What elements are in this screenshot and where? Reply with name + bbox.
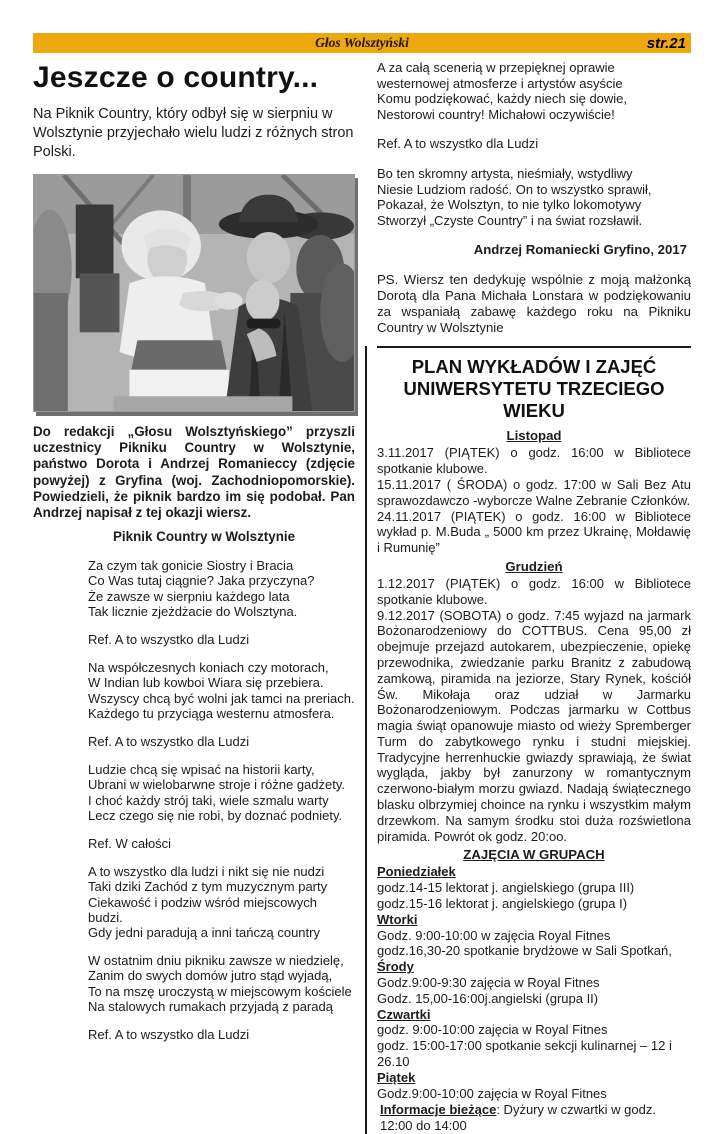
poem-line: Pokazał, że Wolsztyn, to nie tylko lokomotywy: [377, 197, 642, 213]
poem-line: Ref. A to wszystko dla Ludzi: [88, 1027, 250, 1043]
group-item: Godz.9:00-9:30 zajęcia w Royal Fitnes: [377, 975, 600, 991]
poem-refrain: [88, 1027, 355, 1042]
poem-line: I choć każdy strój taki, wiele szmalu warty: [88, 792, 329, 808]
poem-line: Tak licznie zjeżdżacie do Wolsztyna.: [88, 603, 298, 619]
page-number: str.21: [646, 34, 686, 52]
info-text: : Dyżury w czwartki w godz. 12:00 do 14:00: [380, 1102, 656, 1134]
page-header-bar: [33, 33, 691, 53]
group-item: godz.16,30-20 spotkanie brydżowe w Sali Spotkań,: [377, 943, 672, 959]
day-heading-poniedzialek: Poniedziałek: [377, 864, 456, 880]
plan-item: 3.11.2017 (PIĄTEK) o godz. 16:00 w Bibliotece spotkanie klubowe.: [377, 445, 691, 477]
poem-line: Zanim do swych domów jutro stąd wyjadą,: [88, 968, 333, 984]
poem-line: westernowej atmosferze i artystów asyście: [377, 75, 623, 91]
right-column: [377, 57, 691, 1134]
poem-refrain: [88, 836, 355, 851]
day-heading-wtorki: Wtorki: [377, 911, 418, 927]
plan-section: [377, 346, 691, 1134]
poem-stanza: [88, 864, 355, 940]
author-place-year: Gryfino, 2017: [603, 242, 687, 258]
plan-title-line: PLAN WYKŁADÓW I ZAJĘĆ: [411, 356, 657, 378]
poem-line: W Indian lub kowboi Wiara się przebiera.: [88, 675, 324, 691]
poem-line: To na mszę uroczystą w miejscowym kościele: [88, 983, 352, 999]
month-heading-grudzien: Grudzień: [505, 558, 563, 574]
group-item: Godz. 9:00-10:00 w zajęcia Royal Fitnes: [377, 927, 611, 943]
newspaper-title: Głos Wolsztyński: [315, 35, 409, 50]
info-label: Informacje bieżące: [380, 1102, 497, 1118]
day-heading-srody: Środy: [377, 959, 414, 975]
poem-line: Ref. A to wszystko dla Ludzi: [88, 734, 250, 750]
poem-line: Za czym tak gonicie Siostry i Bracia: [88, 558, 294, 574]
plan-item: 24.11.2017 (PIĄTEK) o godz. 16:00 w Bibliotece wykład p. M.Buda „ 5000 km przez Ukrainę, Mołdawię i Rumunię”: [377, 508, 691, 556]
plan-item: 15.11.2017 ( ŚRODA) o godz. 17:00 w Sali Bez Atu sprawozdawczo -wyborcze Walne Zebranie Członków.: [377, 476, 691, 508]
poem-line: Ref. W całości: [88, 836, 172, 852]
poem-line: Lecz czego się nie robi, by doznać podniety.: [88, 807, 343, 823]
group-item: Godz. 15,00-16:00j.angielski (grupa II): [377, 990, 599, 1006]
poem-line: Że zawsze w sierpniu każdego lata: [88, 588, 290, 604]
poem-refrain: [88, 632, 355, 647]
poem-line: W ostatnim dniu pikniku zawsze w niedzielę,: [88, 953, 344, 969]
postscript: PS. Wiersz ten dedykuję wspólnie z moją małżonką Dorotą dla Pana Michała Lonstara w podziękowaniu za wspaniałą zabawę każdego roku na Pikniku Country w Wolsztynie: [377, 272, 691, 336]
author-name: Andrzej Romaniecki: [473, 242, 600, 258]
poem-line: Na współczesnych koniach czy motorach,: [88, 660, 329, 676]
left-column: [33, 57, 355, 1043]
group-item: Godz.9:00-10:00 zajęcia w Royal Fitnes: [377, 1085, 607, 1101]
poem-refrain: [88, 734, 355, 749]
author-signature: [377, 242, 687, 258]
day-heading-piatek: Piątek: [377, 1069, 416, 1085]
poem-line: Na stalowych rumakach przyjadą z paradą: [88, 998, 333, 1014]
group-item: godz.15-16 lektorat j. angielskiego (grupa I): [377, 896, 628, 912]
poem-line: Nestorowi country! Michałowi oczywiście!: [377, 106, 615, 122]
poem-stanza: [377, 60, 691, 122]
poem-line: Każdego tu przyciąga westernu atmosfera.: [88, 705, 335, 721]
groups-heading: ZAJĘCIA W GRUPACH: [463, 847, 605, 863]
poem-line: Ref. A to wszystko dla Ludzi: [88, 632, 250, 648]
poem-line: Niesie Ludziom radość. On to wszystko sprawił,: [377, 181, 652, 197]
current-info-line: [377, 1102, 691, 1134]
group-item: godz.14-15 lektorat j. angielskiego (grupa III): [377, 880, 635, 896]
poem-line: Taki dziki Zachód z tym muzycznym party: [88, 879, 328, 895]
poem-stanza: [377, 166, 691, 228]
poem-stanza: [88, 660, 355, 721]
plan-title-line: UNIWERSYTETU TRZECIEGO WIEKU: [403, 378, 665, 422]
poem-line: A za całą scenerią w przepięknej oprawie: [377, 60, 615, 75]
poem-line: A to wszystko dla ludzi i nikt się nie nudzi: [88, 864, 325, 880]
poem-stanza: [88, 558, 355, 619]
poem-line: Stworzył „Czyste Country” i na świat rozsławił.: [377, 212, 643, 228]
poem-line: Wszyscy chcą być wolni jak tamci na preriach.: [88, 690, 355, 706]
poem-line: Ref. A to wszystko dla Ludzi: [377, 136, 539, 152]
poem-refrain: [377, 136, 691, 152]
article-photo: [33, 174, 355, 412]
poem-line: Komu podziękować, każdy niech się dowie,: [377, 91, 628, 107]
poem-line: Ludzie chcą się wpisać na historii karty,: [88, 762, 315, 778]
poem: [88, 529, 355, 1042]
poem-line: Ciekawość i podziw wśród miejscowych budzi.: [88, 894, 318, 925]
group-item: godz. 15:00-17:00 spotkanie sekcji kulinarnej – 12 i 26.10: [377, 1038, 672, 1070]
plan-title: [377, 356, 691, 422]
plan-item: 9.12.2017 (SOBOTA) o godz. 7:45 wyjazd na jarmark Bożonarodzeniowy do COTTBUS. Cena 95,00 zł obejmuje przejazd autokarem, ubezpieczenie, opiekę przewodnika, zwiedzanie parku Branitz z zabudową zamkową, piramida na jeziorze, Stary Rynek, kościół Św. Mikołaja oraz udział w Jarmarku Bożonarodzeniowym. Podczas jarmarku w Cottbus magia świąt opanowuje miasto od wieży Spremberger Turm do zabytkowego rynku i studni miejskiej. Tradycyjne herrenhuckie gwiazdy sprawiają, że świat wygląda, jakby był zanurzony w romantycznym czerwono-białym morzu gwiazd. Nadają świątecznego blasku olbrzymiej choince na rynku i wszystkim małym drzewkom. Na samym środku stoi duża rozświetlona piramida. Powrót ok godz. 20:oo.: [377, 607, 691, 844]
day-heading-czwartki: Czwartki: [377, 1006, 431, 1022]
poem-line: Bo ten skromny artysta, nieśmiały, wstydliwy: [377, 165, 633, 181]
content-columns: [33, 57, 691, 1134]
poem-line: Co Was tutaj ciągnie? Jaka przyczyna?: [88, 573, 315, 589]
month-heading-listopad: Listopad: [506, 428, 562, 444]
photo-caption: Do redakcji „Głosu Wolsztyńskiego” przyszli uczestnicy Pikniku Country w Wolsztynie, państwo Dorota i Andrzej Romanieccy (zdjęcie powyżej) z Gryfina (woj. Zachodniopomorskie). Powiedzieli, że piknik bardzo im się podobał. Pan Andrzej napisał z tej okazji wiersz.: [33, 424, 355, 521]
article-headline: Jeszcze o country...: [33, 61, 319, 94]
poem-title: Piknik Country w Wolsztynie: [113, 529, 296, 545]
poem-stanza: [88, 953, 355, 1014]
poem-line: Ubrani w wielobarwne stroje i różne gadżety.: [88, 777, 345, 793]
group-item: godz. 9:00-10:00 zajęcia w Royal Fitnes: [377, 1022, 608, 1038]
country-picnic-photo-illustration: [34, 175, 354, 411]
article-intro: Na Piknik Country, który odbył się w sierpniu w Wolsztynie przyjechało wielu ludzi z różnych stron Polski.: [33, 106, 354, 160]
poem-stanza: [88, 762, 355, 823]
poem-line: Gdy jedni paradują a inni tańczą country: [88, 925, 320, 941]
plan-item: 1.12.2017 (PIĄTEK) o godz. 16:00 w Bibliotece spotkanie klubowe.: [377, 575, 691, 607]
